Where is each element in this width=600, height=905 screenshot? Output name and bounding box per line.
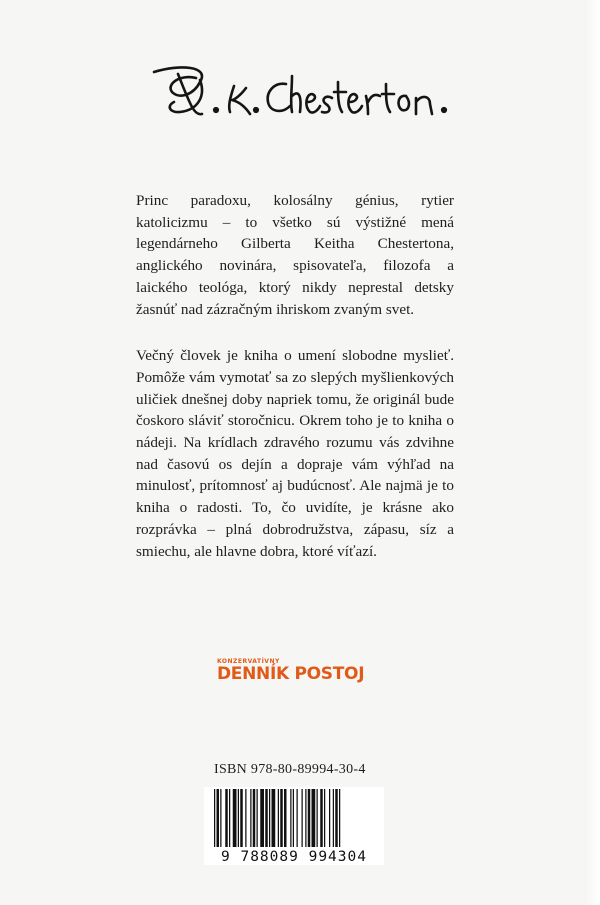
barcode-bars — [214, 789, 374, 847]
publisher-name: DENNÍK POSTOJ — [217, 664, 365, 684]
publisher-logo — [217, 658, 364, 684]
isbn-label: ISBN 978-80-89994-30-4 — [214, 762, 366, 777]
blurb-paragraph-1: Princ paradoxu, kolosálny génius, rytier katolicizmu – to všetko sú výstižné mená legendárneho Gilberta Keitha Chestertona, anglického novinára, spisovateľa, filozofa a laického teológa, ktorý nikdy neprestal detsky žasnúť nad zázračným ihriskom zvaným svet. — [136, 192, 454, 318]
blurb — [136, 190, 454, 587]
barcode — [204, 787, 384, 865]
author-signature — [150, 44, 460, 134]
publisher-tagline: KONZERVATÍVNY — [217, 658, 280, 665]
blurb-paragraph-2: Večný človek je kniha o umení slobodne myslieť. Pomôže vám vymotať sa zo slepých myšlienkových uličiek dnešnej doby napriek tomu, že originál bude čoskoro sláviť storočnicu. Okrem toho je to kniha o nádeji. Na krídlach zdravého rozumu vás zdvihne nad časovú os dejín a dopraje vám výhľad na minulosť, prítomnosť aj budúcnosť. Ale najmä je to kniha o radosti. To, čo uvidíte, je krásne ako rozprávka – plná dobrodružstva, zápasu, síz a smiechu, ale hlavne dobra, ktoré víťazí. — [136, 347, 454, 560]
barcode-digits: 9 788089 994304 — [221, 849, 367, 865]
